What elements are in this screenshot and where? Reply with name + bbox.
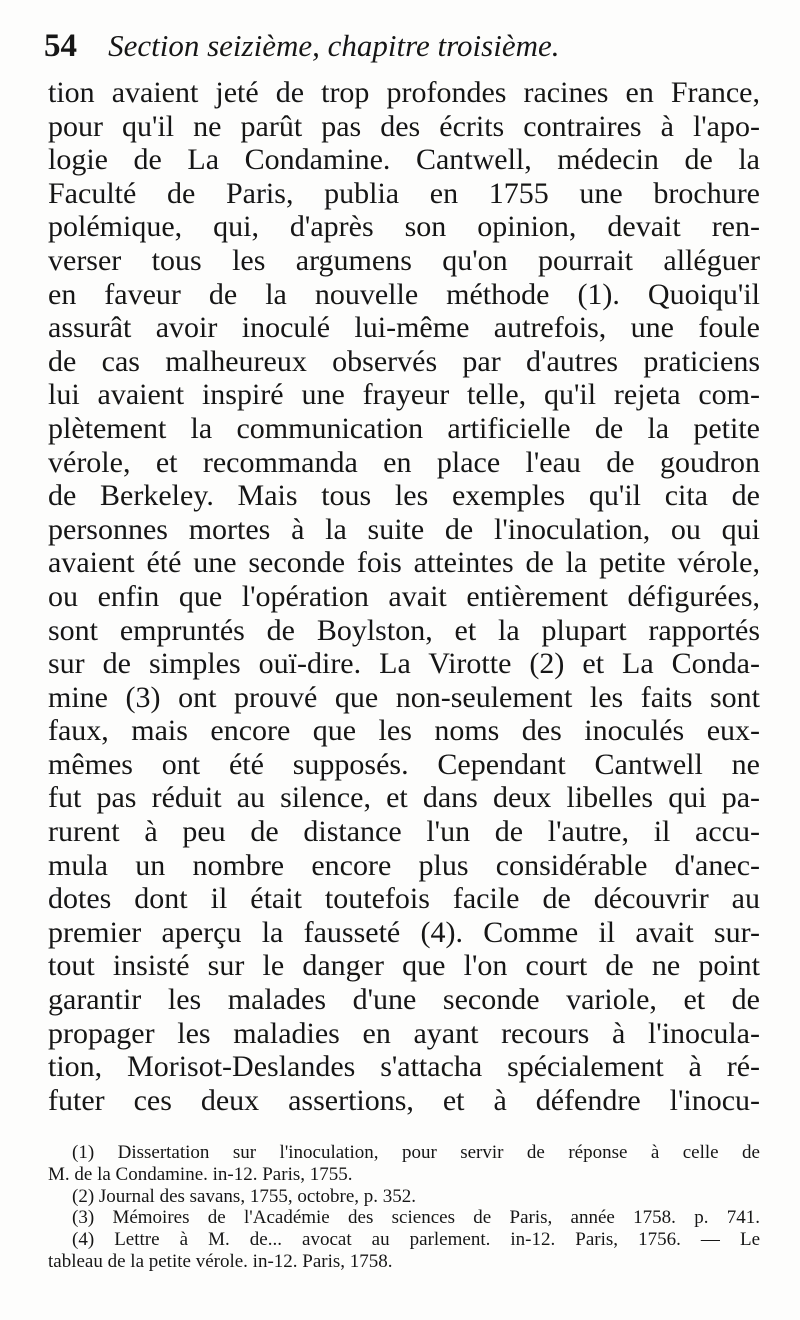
body-line: mula un nombre encore plus considérable d'anec- [48, 848, 760, 882]
body-text [48, 76, 760, 1117]
footnotes [48, 1142, 760, 1273]
footnote-line: (3) Mémoires de l'Académie des sciences de Paris, année 1758. p. 741. [72, 1207, 760, 1229]
body-line: en faveur de la nouvelle méthode (1). Quoiqu'il [48, 277, 760, 311]
body-line: ou enfin que l'opération avait entièrement défigurées, [48, 579, 760, 613]
body-line: faux, mais encore que les noms des inoculés eux- [48, 714, 760, 748]
footnote-line: M. de la Condamine. in-12. Paris, 1755. [48, 1163, 353, 1185]
body-line: tion, Morisot-Deslandes s'attacha spécialement à ré- [48, 1050, 760, 1084]
page-number: 54 [44, 28, 77, 64]
footnote-line: tableau de la petite vérole. in-12. Paris, 1758. [48, 1250, 393, 1272]
body-line: garantir les malades d'une seconde variole, et de [48, 983, 760, 1017]
body-line: logie de La Condamine. Cantwell, médecin de la [48, 143, 760, 177]
footnote-line: (4) Lettre à M. de... avocat au parlement. in-12. Paris, 1756. — Le [72, 1229, 760, 1251]
footnote-line: (1) Dissertation sur l'inoculation, pour servir de réponse à celle de [72, 1142, 760, 1163]
body-line: Faculté de Paris, publia en 1755 une brochure [48, 176, 760, 210]
body-line: fut pas réduit au silence, et dans deux libelles qui pa- [48, 781, 760, 815]
page-header [44, 28, 764, 72]
footnote-line: (2) Journal des savans, 1755, octobre, p. 352. [72, 1185, 417, 1207]
body-line: dotes dont il était toutefois facile de découvrir au [48, 882, 760, 916]
body-line: avaient été une seconde fois atteintes de la petite vérole, [48, 546, 760, 580]
body-line: plètement la communication artificielle de la petite [48, 411, 760, 445]
body-line: sont empruntés de Boylston, et la plupart rapportés [48, 613, 760, 647]
body-line: tion avaient jeté de trop profondes racines en France, [48, 76, 760, 109]
body-line: propager les maladies en ayant recours à l'inocula- [48, 1016, 760, 1050]
body-line: mine (3) ont prouvé que non-seulement les faits sont [48, 680, 760, 714]
body-line: sur de simples ouï-dire. La Virotte (2) et La Conda- [48, 647, 760, 681]
body-line: assurât avoir inoculé lui-même autrefois, une foule [48, 311, 760, 345]
body-line: de cas malheureux observés par d'autres praticiens [48, 344, 760, 378]
body-line: personnes mortes à la suite de l'inoculation, ou qui [48, 512, 760, 546]
body-line: rurent à peu de distance l'un de l'autre, il accu- [48, 815, 760, 849]
body-line: polémique, qui, d'après son opinion, devait ren- [48, 210, 760, 244]
body-line: vérole, et recommanda en place l'eau de goudron [48, 445, 760, 479]
body-line: tout insisté sur le danger que l'on court de ne point [48, 949, 760, 983]
running-head: Section seizième, chapitre troisième. [108, 28, 560, 63]
body-line: verser tous les argumens qu'on pourrait alléguer [48, 243, 760, 277]
body-line: lui avaient inspiré une frayeur telle, qu'il rejeta com- [48, 378, 760, 412]
body-line: premier aperçu la fausseté (4). Comme il avait sur- [48, 915, 760, 949]
body-line: de Berkeley. Mais tous les exemples qu'il cita de [48, 479, 760, 513]
body-line: pour qu'il ne parût pas des écrits contraires à l'apo- [48, 109, 760, 143]
body-line: mêmes ont été supposés. Cependant Cantwell ne [48, 747, 760, 781]
body-line: futer ces deux assertions, et à défendre l'inocu- [48, 1083, 760, 1117]
